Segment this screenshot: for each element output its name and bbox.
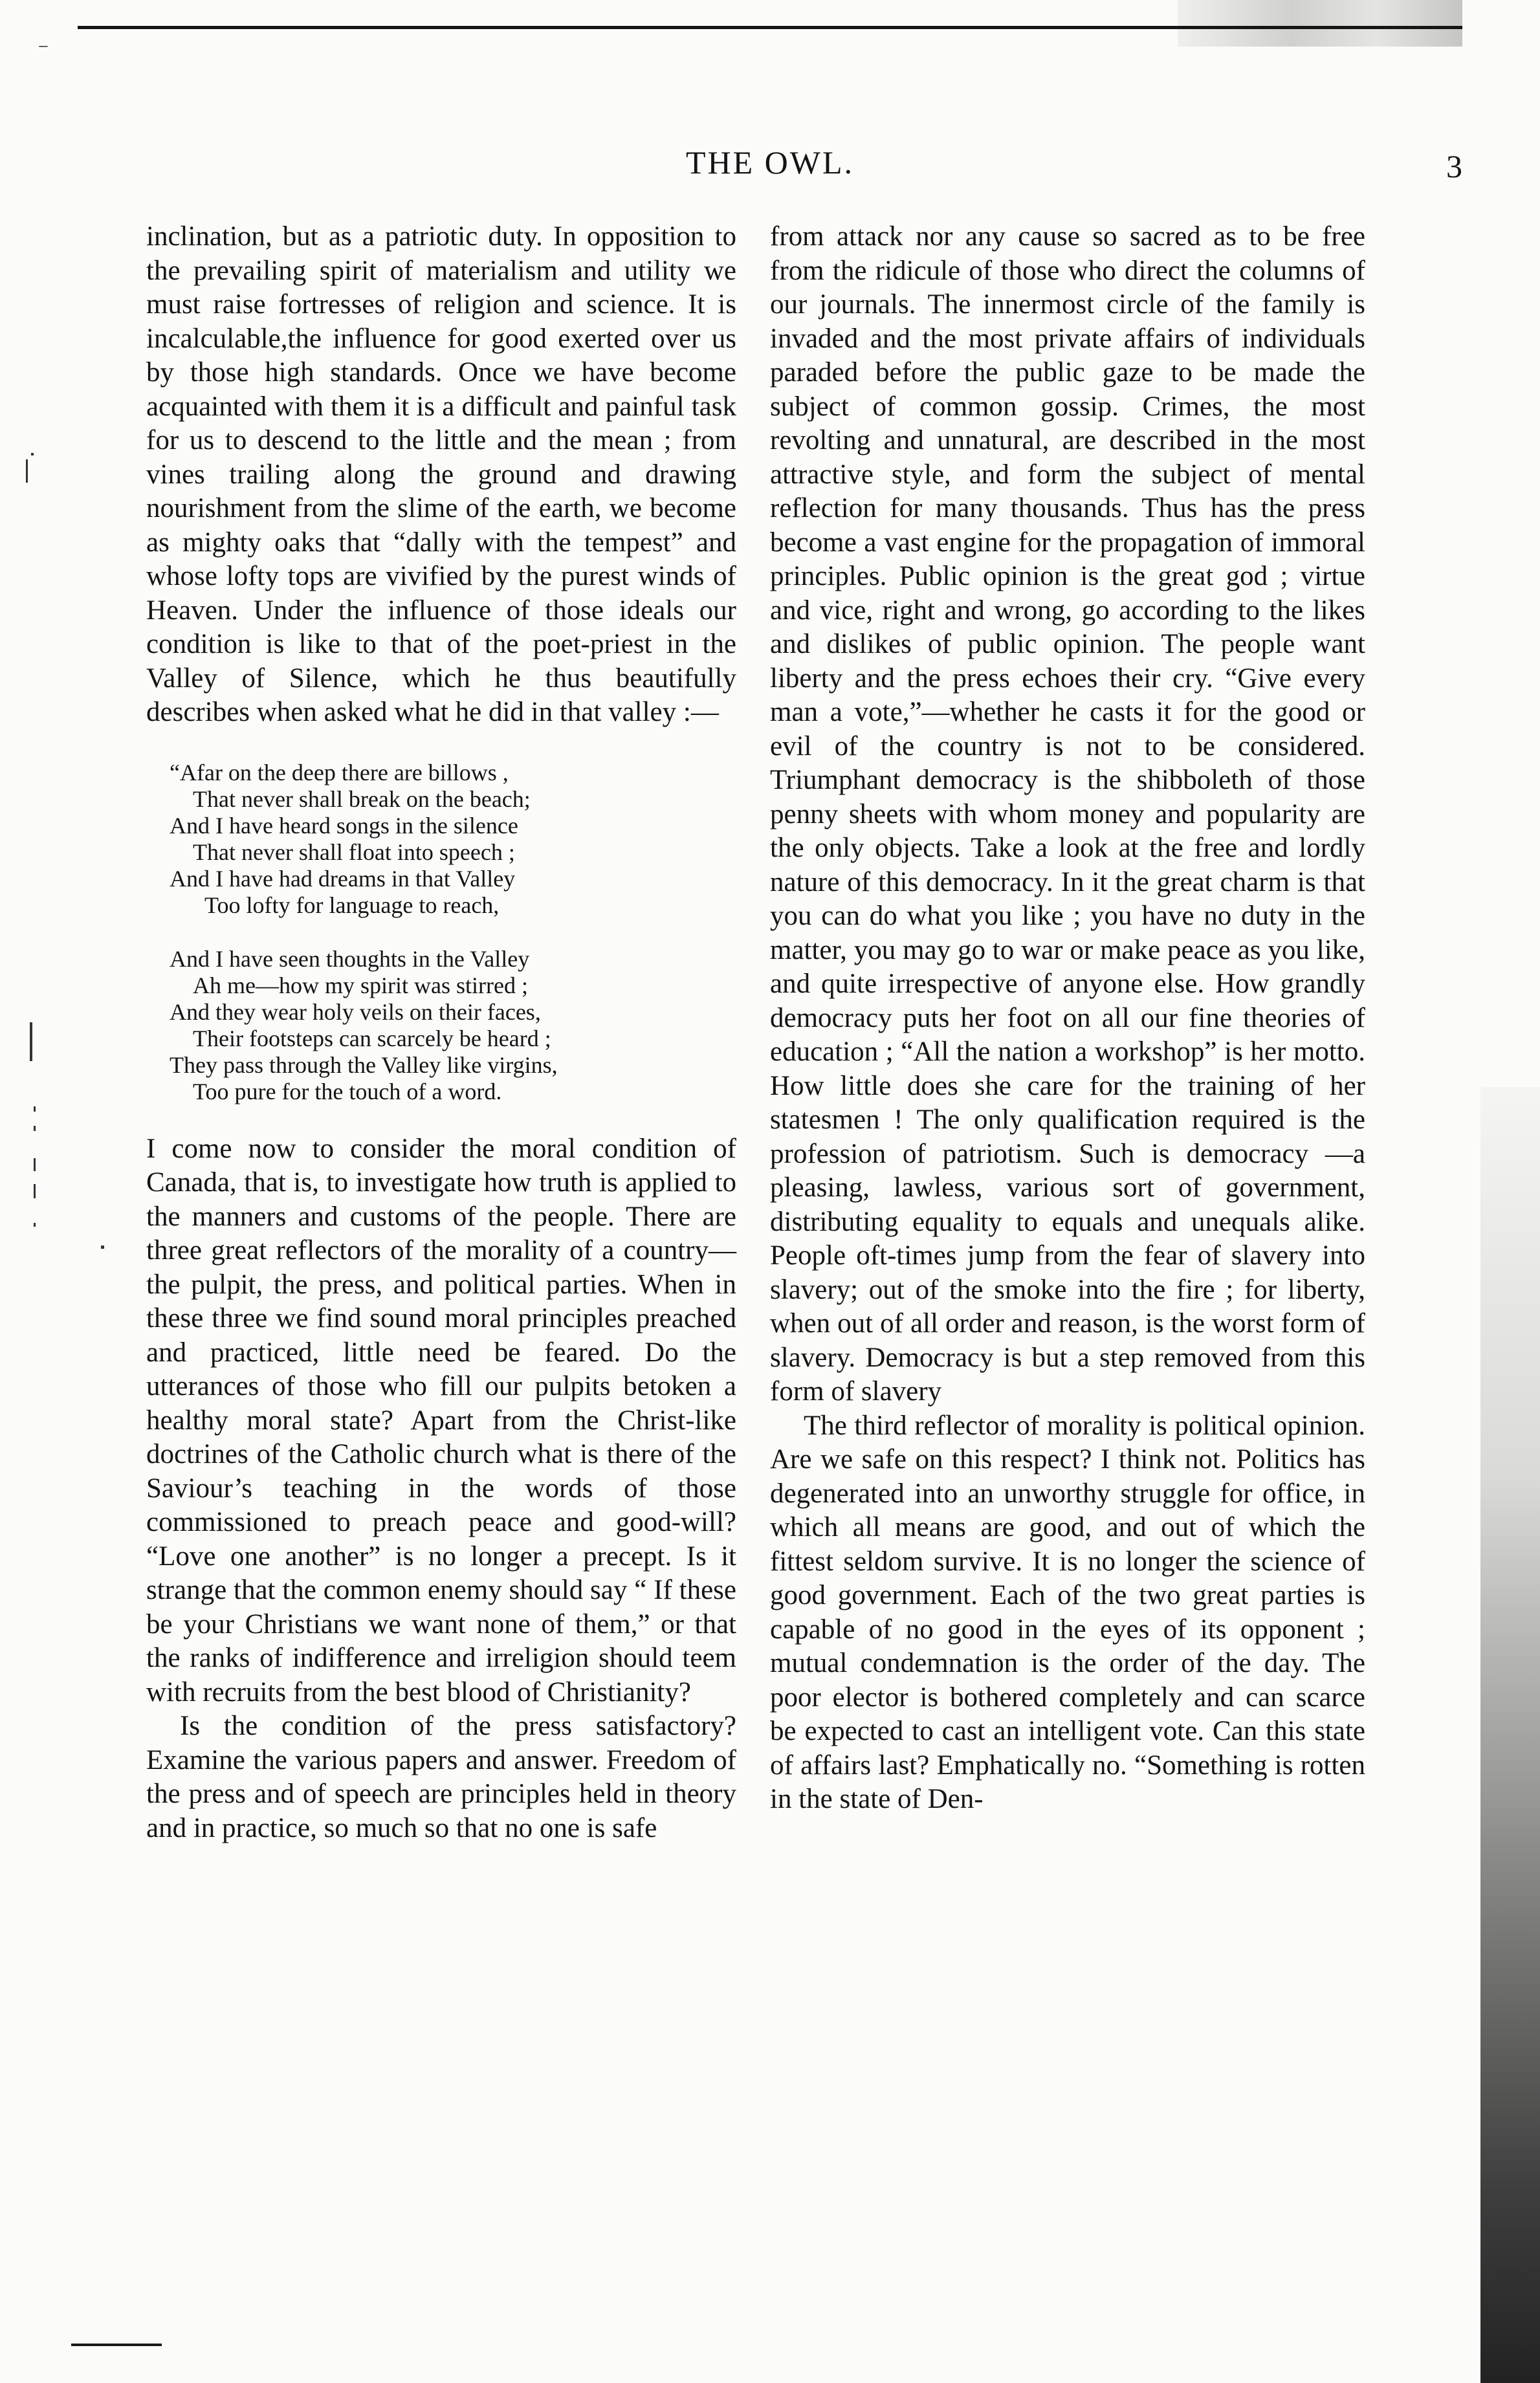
poem-line: And I have had dreams in that Valley bbox=[170, 865, 516, 892]
page-number: 3 bbox=[1446, 148, 1462, 184]
poem-line: And I have heard songs in the silence bbox=[170, 812, 518, 839]
bottom-rule bbox=[71, 2344, 162, 2346]
poem-line: And I have seen thoughts in the Valley bbox=[170, 945, 530, 972]
page-header bbox=[0, 144, 1540, 195]
poem-line: That never shall float into speech ; bbox=[193, 839, 515, 865]
poem bbox=[146, 760, 736, 1105]
scan-edge-band bbox=[1178, 0, 1462, 47]
poem-stanza bbox=[146, 760, 736, 919]
poem-line: Their footsteps can scarcely be heard ; bbox=[193, 1025, 551, 1051]
right-column bbox=[770, 220, 1365, 1817]
poem-line: That never shall break on the beach; bbox=[193, 785, 531, 812]
running-title: THE OWL. bbox=[685, 144, 855, 181]
poem-line: Too lofty for language to reach, bbox=[204, 892, 500, 918]
scan-speck: ⁻ bbox=[38, 39, 49, 63]
poem-stanza bbox=[146, 946, 736, 1105]
poem-line: They pass through the Valley like virgins, bbox=[170, 1051, 558, 1078]
paragraph: inclination, but as a patriotic duty. In opposition to the prevailing spirit of materialism and utility we must raise fortresses of religion and science. It is incalculable,the influence for good exerted over us by those high standards. Once we have become acquainted with them it is a difficult and painful task for us to descend to the little and the mean ; from vines trailing along the ground and drawing nourishment from the slime of the earth, we become as mighty oaks that “dally with the tempest” and whose lofty tops are vivified by the purest winds of Heaven. Under the influence of those ideals our condition is like to that of the poet-priest in the Valley of Silence, which he thus beautifully describes when asked what he did in that valley :— bbox=[146, 221, 736, 727]
poem-line: Too pure for the touch of a word. bbox=[193, 1078, 502, 1104]
poem-line: And they wear holy veils on their faces, bbox=[170, 998, 541, 1025]
paragraph: Is the condition of the press satisfactory? Examine the various papers and answer. Freedom of the press and of speech are principles held in theory and in practice, so much so that no one is safe bbox=[146, 1711, 736, 1843]
poem-line: “Afar on the deep there are billows , bbox=[170, 759, 509, 785]
left-column bbox=[146, 220, 736, 1845]
paragraph: The third reflector of morality is political opinion. Are we safe on this respect? I think not. Politics has degenerated into an unworthy struggle for office, in which all means are good, and out of which the fittest seldom survive. It is no longer the science of good government. Each of the two great parties is capable of no good in the eyes of its opponent ; mutual condemnation is the order of the day. The poor elector is bothered completely and can scarce be expected to cast an intelligent vote. Can this state of affairs last? Emphatically no. “Something is rotten in the state of Den- bbox=[770, 1410, 1365, 1814]
paragraph: I come now to consider the moral condition of Canada, that is, to investigate how truth is applied to the manners and customs of the people. There are three great reflectors of the morality of a country—the pulpit, the press, and political parties. When in these three we find sound moral principles preached and practiced, little need be feared. Do the utterances of those who fill our pulpits betoken a healthy moral state? Apart from the Christ-like doctrines of the Catholic church what is there of the Saviour’s teaching in the words of those commissioned to preach peace and good-will? “Love one another” is no longer a precept. Is it strange that the common enemy should say “ If these be your Christians we want none of them,” or that the ranks of indifference and irreligion should teem with recruits from the best blood of Christianity? bbox=[146, 1133, 736, 1708]
top-rule bbox=[78, 26, 1462, 29]
margin-marks bbox=[17, 453, 56, 1294]
paragraph: from attack nor any cause so sacred as to be free from the ridicule of those who direct the columns of our journals. The innermost circle of the family is invaded and the most private affairs of individuals paraded before the public gaze to be made the subject of common gossip. Crimes, the most revolting and unnatural, are described in the most attractive style, and form the subject of mental reflection for many thousands. Thus has the press become a vast engine for the propagation of immoral principles. Public opinion is the great god ; virtue and vice, right and wrong, go according to the likes and dislikes of public opinion. The people want liberty and the press echoes their cry. “Give every man a vote,”—whether he casts it for the good or evil of the country is not to be considered. Triumphant democracy is the shibboleth of those penny sheets with whom money and popularity are the only objects. Take a look at the free and lordly nature of this democracy. In it the great charm is that you can do what you like ; you have no duty in the matter, you may go to war or make peace as you like, and quite irrespective of anyone else. How grandly democracy puts her foot on all our fine theories of education ; “All the nation a workshop” is her motto. How little does she care for the training of her statesmen ! The only qualification required is the profession of patriotism. Such is democracy —a pleasing, lawless, various sort of government, distributing equality to equals and unequals alike. People oft-times jump from the fear of slavery into slavery; out of the smoke into the fire ; for liberty, when out of all order and reason, is the worst form of slavery. Democracy is but a step removed from this form of slavery bbox=[770, 221, 1365, 1407]
page-edge-shadow bbox=[1480, 1087, 1540, 2383]
poem-line: Ah me—how my spirit was stirred ; bbox=[193, 972, 528, 998]
